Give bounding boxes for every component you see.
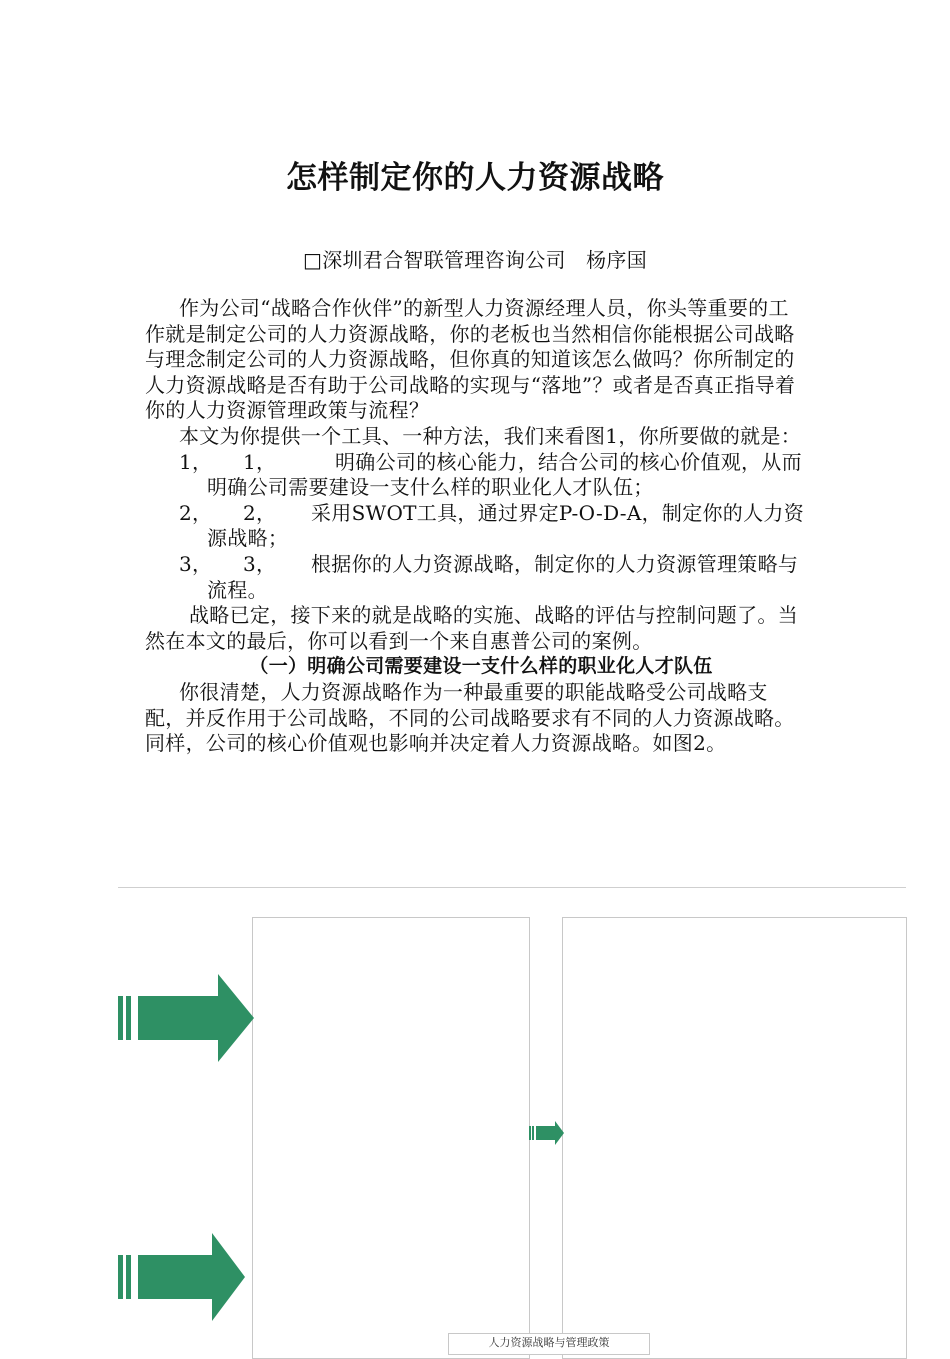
figure-divider [118, 887, 906, 888]
list-text: 采用SWOT工具，通过界定P-O-D-A，制定你的人力资源战略； [207, 500, 805, 551]
paragraph-intro: 作为公司“战略合作伙伴”的新型人力资源经理人员，你头等重要的工作就是制定公司的人力资源战略，你的老板也当然相信你能根据公司战略与理念制定公司的人力资源战略，但你真的知道该怎么做吗？你所制定的人力资源战略是否有助于公司战略的实现与“落地”？或者是否真正指导着你的人力资源管理政策与流程？ [145, 296, 796, 423]
arrow-right-icon [118, 974, 254, 1062]
list-number: 2， [243, 500, 277, 525]
paragraph-core-values: 你很清楚，人力资源战略作为一种最重要的职能战略受公司战略支配，并反作用于公司战略，不同的公司战略要求有不同的人力资源战略。同样，公司的核心价值观也影响并决定着人力资源战略。如图2。 [145, 679, 795, 756]
paragraph-implementation: 战略已定，接下来的就是战略的实施、战略的评估与控制问题了。当然在本文的最后，你可以看到一个来自惠普公司的案例。 [145, 603, 798, 653]
arrow-right-icon [118, 1233, 245, 1321]
list-number: 1， [243, 449, 277, 474]
article-title: 怎样制定你的人力资源战略 [286, 160, 664, 196]
list-text: 明确公司的核心能力，结合公司的核心价值观，从而明确公司需要建设一支什么样的职业化人才队伍； [207, 449, 802, 500]
figure-box-bottom [448, 1333, 650, 1355]
paragraph-tool: 本文为你提供一个工具、一种方法，我们来看图1，你所要做的就是： [179, 423, 802, 448]
list-item-3 [145, 552, 807, 603]
arrow-right-icon [529, 1121, 564, 1145]
figure-box-right [562, 917, 907, 1359]
list-number: 3， [179, 551, 213, 576]
article-body [145, 296, 807, 757]
figure-box-left [252, 917, 530, 1359]
article-byline: □深圳君合智联管理咨询公司 杨序国 [303, 248, 647, 272]
list-number: 3， [243, 551, 277, 576]
list-item-2 [145, 501, 807, 552]
list-number: 2， [179, 500, 213, 525]
list-item-1 [145, 450, 807, 501]
list-number: 1， [179, 449, 213, 474]
section-heading: （一）明确公司需要建设一支什么样的职业化人才队伍 [249, 655, 713, 678]
figure-box-label: 人力资源战略与管理政策 [488, 1336, 610, 1349]
list-text: 根据你的人力资源战略，制定你的人力资源管理策略与流程。 [207, 551, 799, 602]
